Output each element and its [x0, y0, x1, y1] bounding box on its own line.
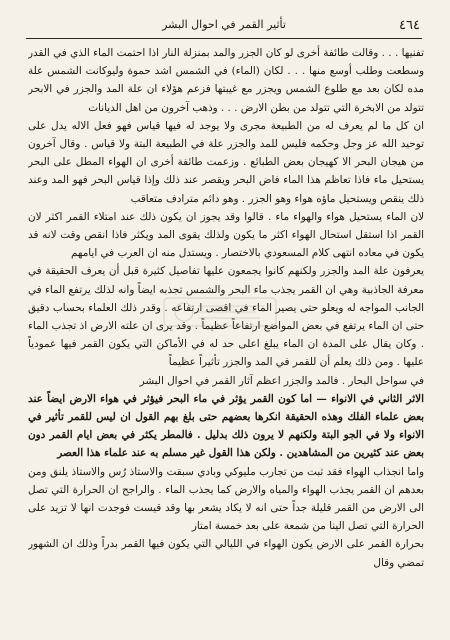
paragraph: واما انجذاب الهواء فقد ثبت من تجارب مليوكي وبادي سبقت والاستاذ رُس والاستاذ يلنق ومن بعدهم ان القمر يجذب الهواء والمياه والارض كما يجذب الماء . والراجح ان الحرارة التي تصل الى الارض من القمر قليلة جداً حتى انه لا يكاد يشعر بها وقد قيست فوجدت انها لا تزيد على الحرارة التي تصل الينا من شمعة على بعد خمسة امتار [28, 465, 424, 533]
paragraph: بحرارة القمر على الارض يكون الهواء في الليالي التي يكون فيها القمر بدراً وذلك ان الشهور تمضي وقال [28, 538, 424, 569]
paragraph: تفنيها . . . وقالت طائفة أخرى لو كان الجزر والمد بمنزلة النار اذا احتمت الماء الذي في القدر وسطعت وطلب أوسع منها . . . لكان (الماء) في الشمس اشد حموة وليوكانت الشمس علة مده لكان بعد مع طلوع الشمس ويجزر مع غيبتها فزعم هؤلاء ان علة المد والجزر في الابحر تتولد من الابخرة التي تتولد من بطن الارض . . . وذهب آخرون من اهل الديانات [28, 47, 424, 114]
page-header [26, 16, 422, 39]
paragraph: في سواحل البحار . فالمد والجزر اعظم آثار القمر في احوال البشر [139, 374, 424, 387]
paragraph: لان الماء يستحيل هواء والهواء ماء . قالوا وقد يجوز ان يكون ذلك عند امتلاء القمر اكثر لان القمر اذا استقل استحال الهواء اكثر ما يكون ولذلك يقوى المد ويكثر فاذا انقص وقت لانه قد يكون في معاده انتهى كلام المسعودي بالاختصار . ويستدل منه ان العرب في ايامهم [28, 210, 424, 260]
paragraph: ان كل ما لم يعرف له من الطبيعة مجرى ولا يوجد له فيها قياس فهو فعل الاله يدل على توحيد الله عز وجل وحكمه فليس للمد والجزر علة في الطبيعة البتة ولا قياس . وقال آخرون من هيجان البحر الا كهيجان بعض الطبائع . وزعمت طائفة أخرى ان الهواء المطل على البحر يستحيل ماء فاذا تعاظم هذا الماء فاض البحر ويقصر عند ذلك وإذا قياس البحر فهو المد وعند ذلك ينقص ويستحيل ماؤه هواء وهو الجزر . وهو دائم مترادف متعاقب [28, 119, 424, 205]
page-body [28, 44, 424, 622]
paragraph: يعرفون علة المد والجزر ولكنهم كانوا يجمعون عليها تفاصيل كثيرة قبل أن يعرف الحقيقة في معرفة الجاذبية وهي ان القمر يجذب ماء البحر والشمس تجذبه ايضاً وانه لذلك يرتفع الماء في الجانب المواجه له ويعلو حتى يصير الماء في اقصى ارتفاعه . وقدر ذلك العلماء بحساب دقيق حتى ان الماء يرتفع في بعض المواضع ارتفاعاً عظيماً . وقد يرى ان علته الارض اذ تجذب الماء . وكان يقال على المدة ان الماء يبلغ اعلى حد له في الأماكن التي يكون القمر فيها عمودياً عليها . ومن ذلك يعلم أن للقمر في المد والجزر تأثيراً عظيماً [28, 265, 424, 369]
page-number: ٤٦٤ [399, 18, 420, 33]
paragraph: الاثر الثاني في الانواء — اما كون القمر يؤثر في ماء البحر فيؤثر في هواء الارض ايضاً عند بعض علماء الفلك وهذه الحقيقة انكرها بعضهم حتى بلغ بهم القول ان ليس للقمر تأثير في الانواء ولا في الجو البتة ولكنهم لا يرون ذلك بدليل . فالمطر يكثر في بعض ايام القمر دون بعض عند كثيرين من المشاهدين . ولكن هذا القول غير مسلم به عند علماء هذا العصر [28, 392, 424, 460]
running-title: تأثير القمر في احوال البشر [162, 18, 286, 31]
